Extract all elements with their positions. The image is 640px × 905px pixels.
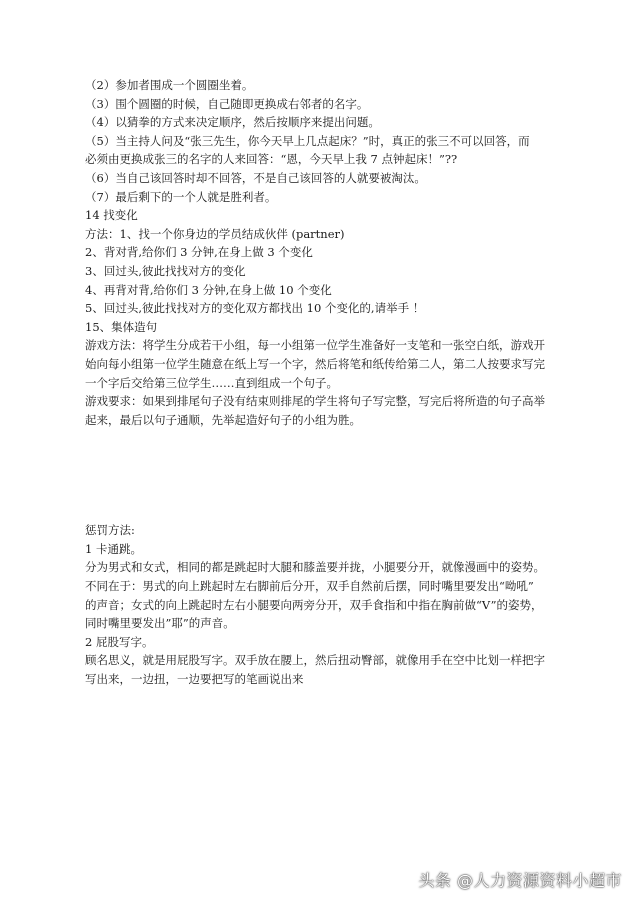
section-heading: 14 找变化: [85, 208, 138, 223]
name-game-steps: [85, 76, 555, 206]
body-line: 5、回过头,彼此找找对方的变化双方都找出 10 个变化的,请举手 ！: [85, 301, 425, 316]
step-line: （7）最后剩下的一个人就是胜利者。: [85, 189, 277, 204]
document-page: [85, 76, 555, 689]
body-line: 起来，最后以句子通顺，先举起造好句子的小组为胜。: [85, 412, 361, 427]
body-line: 方法：1、找一个你身边的学员结成伙伴 (partner): [85, 226, 345, 241]
body-line: 分为男式和女式，相同的都是跳起时大腿和膝盖要并拢，小腿要分开，就像漫画中的姿势。: [85, 560, 545, 575]
body-line: 4、再背对背,给你们 3 分钟,在身上做 10 个变化: [85, 282, 332, 297]
body-line: 游戏方法：将学生分成若干小组，每一小组第一位学生准备好一支笔和一张空白纸，游戏开: [85, 338, 545, 353]
body-line: 1 卡通跳。: [85, 541, 142, 556]
body-line: 写出来，一边扭，一边要把写的笔画说出来: [85, 672, 304, 687]
body-line: 3、回过头,彼此找找对方的变化: [85, 263, 246, 278]
body-line: 不同在于：男式的向上跳起时左右脚前后分开，双手自然前后摆，同时嘴里要发出“呦吼”: [85, 579, 534, 594]
body-line: 2 屁股写字。: [85, 634, 154, 649]
body-line: 2、背对背,给你们 3 分钟,在身上做 3 个变化: [85, 245, 313, 260]
section-find-changes: [85, 206, 555, 318]
step-line: （5）当主持人问及“张三先生，你今天早上几点起床？”时，真正的张三不可以回答，而: [85, 133, 530, 148]
section-group-sentence: [85, 318, 555, 430]
section-punishment: [85, 521, 555, 688]
section-heading: 15、集体造句: [85, 319, 158, 334]
body-line: 始向每小组第一位学生随意在纸上写一个字，然后将笔和纸传给第二人，第二人按要求写完: [85, 356, 545, 371]
section-heading: 惩罚方法:: [85, 523, 135, 538]
watermark-text: 头条 @人力资源资料小超市: [418, 871, 622, 890]
body-line: 游戏要求：如果到排尾句子没有结束则排尾的学生将句子写完整，写完后将所造的句子高举: [85, 394, 545, 409]
step-line: （2）参加者围成一个圆圈坐着。: [85, 78, 254, 92]
step-line: 必须由更换成张三的名字的人来回答：“恩，今天早上我 7 点钟起床！”??: [85, 152, 458, 167]
body-line: 一个字后交给第三位学生……直到组成一个句子。: [85, 375, 338, 390]
body-line: 的声音；女式的向上跳起时左右小腿要向两旁分开，双手食指和中指在胸前做“V”的姿势，: [85, 597, 543, 612]
step-line: （3）围个圆圈的时候，自己随即更换成右邻者的名字。: [85, 96, 369, 111]
step-line: （6）当自己该回答时却不回答，不是自己该回答的人就要被淘汰。: [85, 170, 426, 185]
body-line: 同时嘴里要发出”耶”的声音。: [85, 616, 235, 631]
body-line: 顾名思义，就是用屁股写字。双手放在腰上，然后扭动臀部，就像用手在空中比划一样把字: [85, 653, 545, 668]
step-line: （4）以猜拳的方式来决定顺序，然后按顺序来提出问题。: [85, 115, 380, 130]
blank-space: [85, 429, 555, 521]
